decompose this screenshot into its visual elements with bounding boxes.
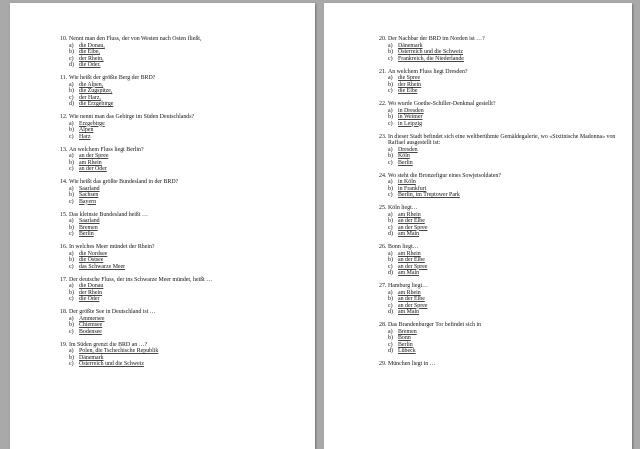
answer-option	[388, 348, 619, 355]
option-text: an der Spree	[79, 153, 109, 159]
option-letter: d)	[69, 101, 74, 107]
option-letter: b)	[69, 289, 74, 296]
option-text: an der Spree	[398, 302, 428, 309]
answer-option	[388, 88, 619, 95]
option-letter: c)	[388, 192, 393, 198]
answer-options	[69, 43, 300, 69]
option-letter: d)	[388, 231, 393, 237]
option-letter: c)	[69, 296, 74, 302]
option-text: Dresden	[398, 146, 418, 153]
option-letter: a)	[388, 289, 393, 296]
question-text: Wo steht die Bronzefigur eines Sowjetsoldaten?	[388, 172, 501, 179]
option-text: in Weimer	[398, 114, 423, 120]
answer-options	[388, 108, 619, 128]
question-number: 12.	[60, 114, 68, 120]
question-text: Hamburg liegt…	[388, 283, 428, 289]
question-text: Wo wurde Goethe-Schiller-Denkmal gestellt?	[388, 101, 496, 107]
question-number: 13.	[60, 146, 68, 153]
question-text: Das kleinste Bundesland heißt …	[69, 211, 148, 218]
option-letter: a)	[69, 348, 74, 354]
question-number: 20.	[379, 36, 387, 42]
option-text: Bodensee	[79, 328, 102, 335]
option-text: in Köln	[398, 179, 416, 185]
option-letter: c)	[388, 341, 393, 348]
question-text: München liegt in …	[388, 361, 436, 367]
option-letter: a)	[69, 250, 74, 257]
option-text: am Main	[398, 270, 420, 276]
answer-option	[69, 264, 300, 271]
question-text: In welches Meer mündet der Rhein?	[69, 244, 155, 250]
answer-options	[388, 147, 619, 167]
question-number: 23.	[379, 133, 387, 140]
option-text: die Elbe,	[79, 49, 100, 55]
option-letter: d)	[388, 270, 393, 276]
option-text: die Zugspitze,	[79, 88, 113, 94]
question-text: Der größte See in Deutschland ist …	[69, 309, 156, 315]
option-letter: b)	[69, 88, 74, 94]
option-text: der Harz,	[79, 94, 101, 101]
option-text: Berlin, im Treptower Park	[398, 192, 460, 198]
answer-option	[388, 270, 619, 277]
question-number: 26.	[379, 244, 387, 250]
question-text: Wie nennt man das Gebirge im Süden Deutschlands?	[69, 114, 195, 120]
answer-options	[69, 82, 300, 108]
option-letter: c)	[388, 159, 393, 166]
option-letter: b)	[69, 224, 74, 231]
answer-option	[69, 361, 300, 368]
question-item	[379, 205, 619, 238]
option-letter: c)	[69, 133, 74, 140]
answer-option	[388, 192, 619, 199]
option-letter: b)	[69, 159, 74, 166]
answer-option	[69, 134, 300, 141]
option-text: Berlin	[398, 341, 413, 348]
option-letter: c)	[69, 361, 74, 367]
option-letter: b)	[388, 257, 393, 263]
option-letter: c)	[69, 231, 74, 237]
option-letter: b)	[69, 49, 74, 55]
option-letter: b)	[388, 218, 393, 224]
option-letter: b)	[388, 185, 393, 192]
question-row	[379, 361, 619, 368]
question-text: Der deutsche Fluss, der ins Schwarze Meer mündet, heißt …	[69, 276, 213, 283]
option-text: am Rhein	[79, 159, 102, 166]
option-letter: c)	[388, 88, 393, 94]
option-text: an der Elbe	[398, 296, 425, 302]
option-text: die Ostsee	[79, 257, 104, 263]
question-number: 25.	[379, 205, 387, 211]
answer-options	[388, 290, 619, 316]
option-letter: c)	[388, 55, 393, 62]
option-letter: c)	[69, 55, 74, 62]
option-text: an der Spree	[398, 263, 428, 270]
question-item	[379, 134, 619, 167]
option-text: Harz	[79, 133, 91, 140]
option-text: Berlin	[398, 159, 413, 166]
option-text: Bremen	[398, 328, 417, 335]
answer-option	[69, 329, 300, 336]
option-letter: a)	[69, 185, 74, 192]
option-text: Alpen	[79, 127, 94, 133]
question-number: 24.	[379, 172, 387, 179]
answer-option	[388, 160, 619, 167]
option-letter: b)	[388, 81, 393, 88]
option-letter: a)	[69, 283, 74, 289]
option-letter: c)	[69, 166, 74, 172]
option-letter: a)	[388, 211, 393, 218]
option-text: das Schwarze Meer	[79, 263, 126, 270]
question-item	[379, 244, 619, 277]
option-letter: c)	[388, 302, 393, 309]
question-text: Köln liegt…	[388, 205, 418, 211]
option-text: am Rhein	[398, 289, 421, 296]
answer-option	[388, 231, 619, 238]
answer-options	[69, 186, 300, 206]
answer-options	[388, 212, 619, 238]
option-text: an der Spree	[398, 224, 428, 231]
option-text: die Oder	[79, 296, 100, 302]
question-number: 14.	[60, 179, 68, 185]
option-text: der Rhein	[79, 289, 103, 296]
question-item	[60, 244, 300, 270]
question-number: 10.	[60, 36, 68, 42]
option-letter: a)	[388, 75, 393, 81]
option-text: Dänemark	[398, 42, 423, 49]
question-text: Wie heißt der größte Berg der BRD?	[69, 75, 156, 81]
answer-option	[69, 166, 300, 173]
question-text: An welchem Fluss liegt Berlin?	[69, 146, 144, 153]
option-text: die Erzgebirge	[79, 101, 114, 107]
answer-option	[69, 62, 300, 69]
option-text: am Rhein	[398, 250, 421, 257]
option-text: die Donau	[79, 283, 104, 289]
question-number: 28.	[379, 322, 387, 328]
option-letter: b)	[69, 192, 74, 198]
question-text: Der Nachbar der BRD im Norden ist …?	[388, 36, 485, 42]
option-letter: a)	[388, 42, 393, 49]
option-letter: a)	[388, 179, 393, 185]
question-item	[60, 309, 300, 335]
question-number: 22.	[379, 101, 387, 107]
question-number: 27.	[379, 283, 387, 289]
option-text: Saarland	[79, 185, 100, 192]
question-text: Nennt man den Fluss, der von Westen nach Osten fließt,	[69, 36, 202, 42]
option-text: Österreich und die Schweiz	[79, 361, 144, 367]
option-text: Frankreich, die Niederlande	[398, 55, 464, 62]
question-item	[60, 342, 300, 368]
option-letter: b)	[69, 257, 74, 263]
option-letter: d)	[388, 309, 393, 315]
question-text: In dieser Stadt befindet sich eine weltberühmte Gemäldegalerie, wo «Sixtinische Madonna» von Raffael ausgestellt ist:	[388, 133, 616, 146]
option-letter: a)	[69, 315, 74, 322]
option-text: Saarland	[79, 218, 100, 224]
question-text: Wie heißt das größte Bundesland in der BRD?	[69, 179, 179, 185]
question-number: 19.	[60, 341, 68, 348]
option-text: die Spree	[398, 75, 421, 81]
answer-options	[388, 43, 619, 63]
option-text: in Leipzig	[398, 120, 423, 127]
option-letter: a)	[69, 42, 74, 49]
option-text: Chiemsee	[79, 322, 103, 328]
option-letter: a)	[69, 81, 74, 88]
answer-option	[69, 296, 300, 303]
option-letter: a)	[388, 146, 393, 153]
option-text: die Nordsee	[79, 250, 108, 257]
option-text: an der Elbe	[398, 257, 425, 263]
option-letter: a)	[388, 107, 393, 114]
document-page-left	[10, 3, 315, 449]
option-text: Österreich und die Schweiz	[398, 49, 463, 55]
option-text: am Main	[398, 309, 420, 315]
answer-option	[388, 56, 619, 63]
answer-option	[69, 101, 300, 108]
option-text: Bremen	[79, 224, 98, 231]
option-letter: d)	[69, 62, 74, 68]
question-text: Bonn liegt…	[388, 244, 419, 250]
question-number: 16.	[60, 244, 68, 250]
option-text: die Alpen,	[79, 81, 104, 88]
answer-options	[388, 251, 619, 277]
document-page-right	[324, 3, 632, 449]
option-text: am Rhein	[398, 211, 421, 218]
answer-options	[69, 316, 300, 336]
option-text: die Oder.	[79, 62, 101, 68]
option-letter: a)	[388, 250, 393, 257]
option-text: Polen, die Tschechische Republik	[79, 348, 159, 354]
option-letter: c)	[388, 224, 393, 231]
question-item	[60, 147, 300, 173]
question-number: 17.	[60, 276, 68, 283]
option-text: Erzgebirge	[79, 120, 105, 127]
option-text: die Donau,	[79, 42, 105, 49]
question-item	[60, 114, 300, 140]
question-item	[60, 75, 300, 108]
option-letter: b)	[69, 322, 74, 328]
option-text: Ammersee	[79, 315, 105, 322]
question-item	[379, 69, 619, 95]
answer-option	[69, 231, 300, 238]
option-text: die Elbe	[398, 88, 418, 94]
option-letter: c)	[69, 198, 74, 205]
option-letter: b)	[69, 354, 74, 361]
answer-options	[69, 153, 300, 173]
option-letter: b)	[388, 296, 393, 302]
question-text: Im Süden grenzt die BRD an …?	[69, 341, 148, 348]
question-item	[60, 277, 300, 303]
option-letter: c)	[69, 94, 74, 101]
option-letter: d)	[388, 348, 393, 354]
option-letter: c)	[69, 263, 74, 270]
option-letter: c)	[69, 328, 74, 335]
option-text: Sachsen	[79, 192, 99, 198]
option-letter: b)	[388, 49, 393, 55]
option-text: an der Oder	[79, 166, 107, 172]
option-letter: c)	[388, 263, 393, 270]
option-text: Bayern	[79, 198, 97, 205]
option-letter: b)	[388, 153, 393, 159]
answer-options	[388, 75, 619, 95]
option-letter: a)	[388, 328, 393, 335]
option-letter: a)	[69, 218, 74, 224]
option-letter: c)	[388, 120, 393, 127]
option-text: Berlin	[79, 231, 94, 237]
option-text: Köln	[398, 153, 410, 159]
answer-options	[388, 179, 619, 199]
question-list-left	[60, 36, 300, 374]
question-row	[379, 134, 619, 147]
question-text: An welchem Fluss liegt Dresden?	[388, 68, 468, 75]
option-text: in Frankfurt	[398, 185, 427, 192]
option-text: am Main	[398, 231, 420, 237]
question-text: Das Brandenburger Tor befindet sich in	[388, 322, 482, 328]
answer-option	[388, 121, 619, 128]
option-letter: b)	[388, 335, 393, 341]
question-item	[60, 36, 300, 69]
question-number: 18.	[60, 309, 68, 315]
question-item	[379, 36, 619, 62]
option-text: Bonn	[398, 335, 411, 341]
option-text: der Rhein	[398, 81, 422, 88]
question-number: 29.	[379, 361, 387, 367]
answer-option	[388, 309, 619, 316]
option-letter: a)	[69, 153, 74, 159]
answer-options	[69, 251, 300, 271]
option-letter: a)	[69, 120, 74, 127]
question-item	[379, 173, 619, 199]
question-number: 11.	[60, 75, 68, 81]
answer-options	[69, 283, 300, 303]
option-text: Dänemark	[79, 354, 104, 361]
question-item	[379, 361, 619, 368]
question-number: 21.	[379, 68, 387, 75]
option-text: der Rhein,	[79, 55, 104, 62]
option-text: an der Elbe	[398, 218, 425, 224]
answer-options	[388, 329, 619, 355]
question-number: 15.	[60, 211, 68, 218]
answer-option	[69, 199, 300, 206]
question-item	[60, 212, 300, 238]
question-item	[379, 322, 619, 355]
option-letter: b)	[388, 114, 393, 120]
answer-options	[69, 348, 300, 368]
question-item	[60, 179, 300, 205]
option-text: Lübeck	[398, 348, 416, 354]
option-text: in Dresden	[398, 107, 424, 114]
option-letter: b)	[69, 127, 74, 133]
answer-options	[69, 121, 300, 141]
question-item	[379, 101, 619, 127]
question-list-right	[379, 36, 619, 374]
question-item	[379, 283, 619, 316]
answer-options	[69, 218, 300, 238]
